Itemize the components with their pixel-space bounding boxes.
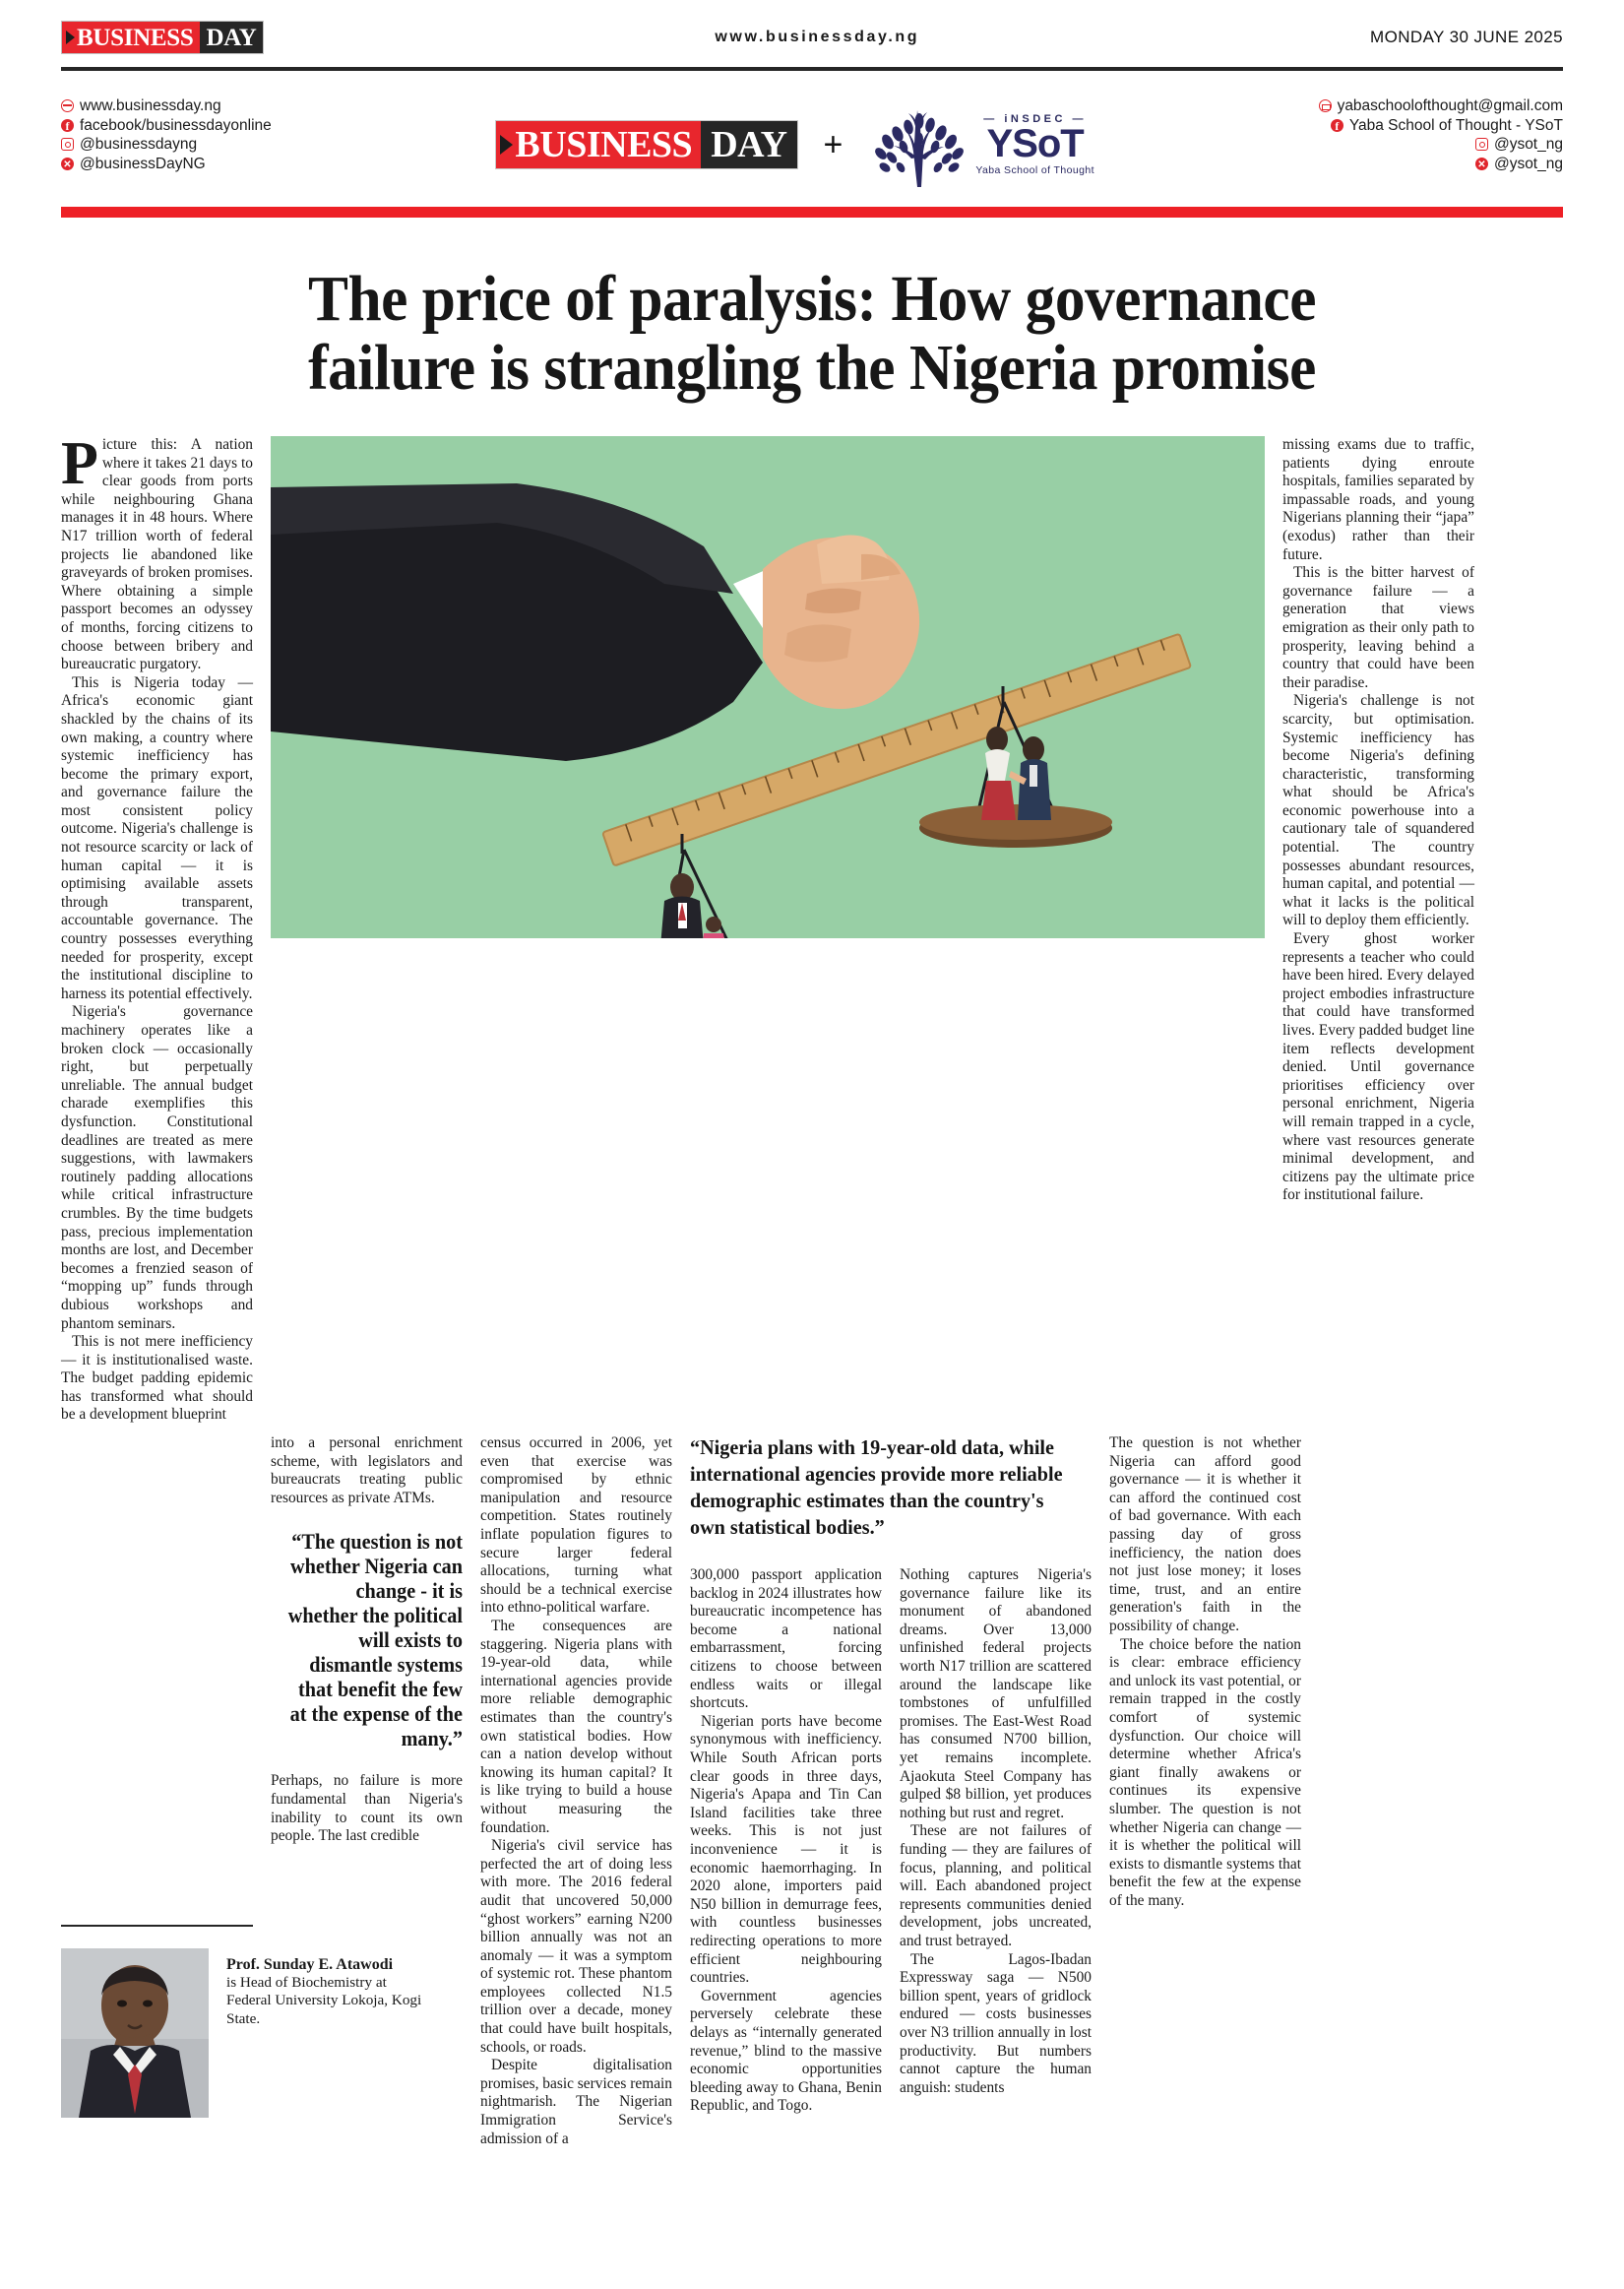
plus-symbol: + [823,125,843,163]
issue-date: MONDAY 30 JUNE 2025 [1370,28,1563,46]
logo-black-part: DAY [701,121,796,168]
author-divider [61,1925,253,1927]
insdec-label: — iNSDEC — [983,113,1087,125]
social-row-website[interactable] [61,96,272,116]
paragraph: Perhaps, no failure is more fundamental than Nigeria's inability to count its own people. The last credible [271,1772,463,1845]
column-1 [61,430,253,1425]
businessday-logo-large [495,120,797,169]
paragraph: Nigeria's civil service has perfected the art of doing less with more. The 2016 federal audit that uncovered 50,000 “ghost workers” earning N200 billion annually was not an anomaly — it was a symptom of systemic rot. These phantom employees collected N1.5 trillion over a decade, money that could have built hospitals, schools, or roads. [480,1837,672,2056]
social-label: @ysot_ng [1493,155,1563,172]
paragraph: This is not mere inefficiency — it is institutionalised waste. The budget padding epidemic has transformed what should be a development blueprint [61,1333,253,1424]
businessday-social-links [61,96,272,173]
social-label: Yaba School of Thought - YSoT [1348,116,1563,134]
social-label: @businessDayNG [80,155,206,172]
headline-line-2: failure is strangling the Nigeria promise [308,332,1316,404]
scale-of-justice-illustration [271,436,1265,938]
social-row-instagram[interactable] [61,135,272,155]
column-5 [900,1566,1092,2116]
red-accent-bar [61,207,1563,218]
pull-quote-left: “The question is not whether Nigeria can change - it is whether the political will exists to dismantle systems that benefit the few at the expense of the many.” [287,1529,463,1751]
column-7 [1282,436,1474,1425]
play-triangle-icon [66,31,75,44]
social-label: facebook/businessdayonline [80,116,272,134]
instagram-icon [61,138,74,151]
paragraph: census occurred in 2006, yet even that exercise was compromised by ethnic manipulation and resource competition. States routinely inflate population figures to secure larger federal allocations, turning what should be a technical exercise into ethno-political warfare. [480,1434,672,1617]
paragraph: The consequences are staggering. Nigeria plans with 19-year-old data, while international agencies provide more reliable demographic estimates than the country's own statistical bodies. How can a nation develop without knowing its human capital? It is like trying to build a house without measuring the foundation. [480,1618,672,1836]
column-7-cont [1109,1434,1301,2148]
globe-icon [61,99,74,112]
email-icon [1319,99,1332,112]
social-row-x[interactable] [1319,155,1563,174]
page-title [113,265,1510,403]
x-twitter-icon [61,158,74,170]
ysot-social-links [1319,96,1563,173]
website-url[interactable]: www.businessday.ng [715,29,920,45]
x-twitter-icon [1475,158,1488,170]
paragraph: Nigerian ports have become synonymous with inefficiency. While South African ports clear goods in three days, Nigeria's Apapa and Tin Can Island facilities take three weeks. This is not just inconvenience — it is economic haemorrhaging. In 2020 alone, importers paid N50 billion in demurrage fees, with countless businesses redirecting operations to more efficient neighbouring countries. [690,1712,882,1987]
social-row-email[interactable] [1319,96,1563,116]
paragraph: into a personal enrichment scheme, with legislators and bureaucrats treating public resources as private ATMs. [271,1434,463,1506]
social-label: @ysot_ng [1493,136,1563,153]
ysot-wordmark [975,113,1094,176]
paragraph: Nigeria's governance machinery operates like a broken clock — occasionally right, but perpetually unreliable. The annual budget charade exemplifies this dysfunction. Constitutional deadlines are treated as mere suggestions, with lawmakers routinely padding allocations while critical infrastructure crumbles. By the time budgets pass, precious implementation months are lost, and December becomes a frenzied season of “mopping up” funds through dubious workshops and phantom seminars. [61,1003,253,1332]
author-block [61,1925,465,2118]
social-label: www.businessday.ng [80,97,221,114]
paragraph: missing exams due to traffic, patients dying enroute hospitals, families separated by impassable roads, and young Nigerians planning their “japa” (exodus) rather than their future. [1282,436,1474,563]
paragraph: Picture this: A nation where it takes 21 days to clear goods from ports while neighbouring Ghana manages it in 48 hours. Where N17 trillion worth of federal projects lie abandoned like graveyards of broken promises. Where obtaining a simple passport becomes an odyssey of months, forcing citizens to choose between bribery and bureaucratic purgatory. [61,430,253,673]
logo-red-part: BUSINESS [62,22,200,53]
facebook-icon [1331,119,1343,132]
paragraph: The choice before the nation is clear: embrace efficiency and unlock its vast potential, or remain trapped in the costly comfort of systemic dysfunction. Our choice will determine whether Africa's giant finally awakens or continues its expensive slumber. The question is not whether Nigeria can change — it is whether the political will exists to dismantle systems that benefit the few at the expense of the many. [1109,1635,1301,1909]
logo-black-part: DAY [200,22,264,53]
businessday-logo-small [61,21,264,54]
partner-logos [495,102,1093,187]
top-bar [61,0,1563,57]
paragraph: Nigeria's challenge is not scarcity, but optimisation. Systemic inefficiency has become Nigeria's defining characteristic, transforming what should be Africa's economic powerhouse into a cautionary tale of squandered potential. The country possesses abundant resources, human capital, and potential — what it lacks is the political will to deploy them efficiently. [1282,692,1474,929]
column-4 [690,1566,882,2116]
social-label: @businessdayng [80,136,198,153]
pull-quote-center: “Nigeria plans with 19-year-old data, while international agencies provide more reliable demographic estimates than the country's own statistical bodies.” [690,1435,1063,1540]
author-photo [61,1948,209,2118]
paragraph: 300,000 passport application backlog in 2024 illustrates how bureaucratic incompetence has become a national embarrassment, forcing citizens to choose between endless waits or illegal shortcuts. [690,1566,882,1712]
facebook-icon [61,119,74,132]
social-row-instagram[interactable] [1319,135,1563,155]
paragraph: This is the bitter harvest of governance failure — a generation that views emigration as their only path to prosperity, leaving behind a country that could have been their paradise. [1282,564,1474,691]
ysot-logo [868,102,1094,187]
masthead [61,71,1563,197]
author-info [226,1948,433,2118]
paragraph: Government agencies perversely celebrate these delays as “internally generated revenue,” blind to the massive economic opportunities bleeding away to Ghana, Benin Republic, and Togo. [690,1987,882,2115]
article-top-band [61,430,1563,1425]
paragraph: Nothing captures Nigeria's governance failure like its monument of abandoned dreams. Over 13,000 unfinished federal projects worth N17 trillion are scattered around the landscape like tombstones of unfulfilled promises. The East-West Road has consumed N700 billion, yet remains incomplete. Ajaokuta Steel Company has gulped $8 billion, yet produces nothing but rust and regret. [900,1566,1092,1821]
play-triangle-icon [500,135,513,155]
social-row-x[interactable] [61,155,272,174]
social-row-facebook[interactable] [61,116,272,136]
social-row-facebook[interactable] [1319,116,1563,136]
paragraph: Despite digitalisation promises, basic services remain nightmarish. The Nigerian Immigration Service's admission of a [480,2057,672,2147]
tree-icon [868,102,971,187]
paragraph: The question is not whether Nigeria can afford good governance — it is whether it can afford the continued cost of bad governance. With each passing day of gross inefficiency, the nation does not just lose money; it loses time, trust, and an entire generation's faith in the possibility of change. [1109,1434,1301,1634]
ysot-acronym: YSoT [986,122,1084,165]
social-label: yabaschoolofthought@gmail.com [1337,97,1563,114]
author-name: Prof. Sunday E. Atawodi [226,1956,394,1973]
article-illustration [271,436,1265,938]
avatar [61,1948,209,2118]
column-4-5-wrapper [690,1434,1092,2148]
article-body [61,430,1563,2148]
author-description: is Head of Biochemistry at Federal University Lokoja, Kogi State. [226,1974,422,2027]
paragraph: The Lagos-Ibadan Expressway saga — N500 billion spent, years of gridlock endured — costs businesses over N3 trillion annually in lost productivity. But numbers cannot capture the human anguish: students [900,1950,1092,2096]
column-3 [480,1434,672,2148]
ysot-subtitle: Yaba School of Thought [975,164,1094,176]
instagram-icon [1475,138,1488,151]
paragraph: This is Nigeria today — Africa's economic giant shackled by the chains of its own making, a country where systemic inefficiency has become the primary export, and governance failure the most consistent policy outcome. Nigeria's challenge is not resource scarcity or lack of human capital — it is optimising available assets through transparent, accountable governance. The country possesses everything needed for prosperity, except the institutional discipline to harness its potential effectively. [61,673,253,1002]
paragraph: Every ghost worker represents a teacher who could have been hired. Every delayed project embodies infrastructure that could have transformed lives. Every padded budget line item reflects development denied. Until governance prioritises efficiency over personal enrichment, Nigeria will remain trapped in a cycle, where vast resources generate minimal development, and citizens pay the ultimate price for institutional failure. [1282,930,1474,1204]
headline-line-1: The price of paralysis: How governance [308,263,1316,335]
logo-red-part: BUSINESS [496,121,701,168]
paragraph: These are not failures of funding — they are failures of focus, planning, and political will. Each abandoned project represents communities denied development, jobs uncreated, and trust betrayed. [900,1822,1092,1949]
